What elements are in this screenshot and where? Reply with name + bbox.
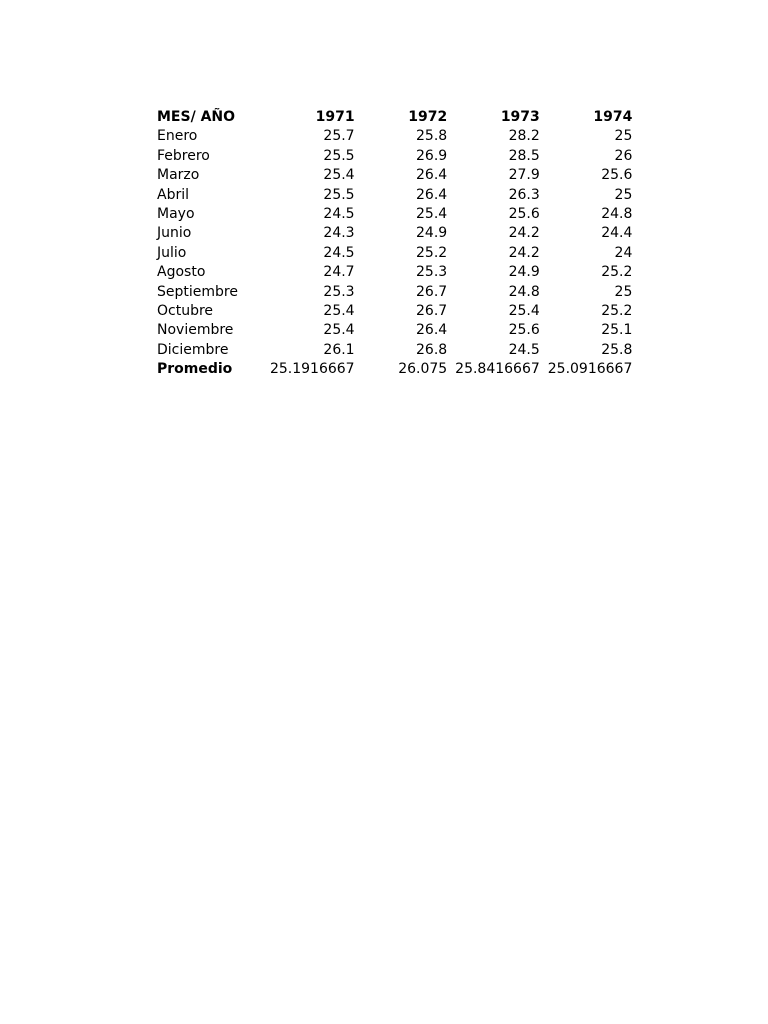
value-cell: 24.2	[508, 244, 540, 261]
value-cell: 24.8	[601, 206, 633, 223]
value-cell: 25.6	[508, 322, 540, 339]
value-cell: 25.6	[508, 206, 540, 223]
value-cell: 24.3	[323, 225, 355, 242]
month-cell: Septiembre	[157, 283, 238, 300]
value-cell: 26.8	[416, 341, 448, 358]
value-cell: 25	[614, 186, 633, 203]
value-cell: 28.5	[508, 147, 540, 164]
value-cell: 25	[614, 283, 633, 300]
value-cell: 26	[614, 147, 633, 164]
table-row	[155, 224, 634, 243]
month-cell: Diciembre	[157, 341, 229, 358]
value-cell: 24.9	[508, 264, 540, 281]
value-cell: 24.5	[323, 244, 355, 261]
value-cell: 24.8	[508, 283, 540, 300]
value-cell: 26.7	[416, 303, 448, 320]
table-row	[155, 205, 634, 224]
value-cell: 25.5	[323, 186, 355, 203]
table-row	[155, 341, 634, 360]
value-cell: 25.4	[508, 303, 540, 320]
value-cell: 25.6	[601, 167, 633, 184]
value-cell: 25.4	[323, 167, 355, 184]
table-row	[155, 147, 634, 166]
value-cell: 25.8	[601, 341, 633, 358]
value-cell: 25.8	[416, 128, 448, 145]
value-cell: 25	[614, 128, 633, 145]
value-cell: 25.3	[416, 264, 448, 281]
average-1972: 26.075	[398, 361, 448, 378]
table-row	[155, 283, 634, 302]
value-cell: 28.2	[508, 128, 540, 145]
header-year-1973: 1973	[500, 109, 540, 125]
table-row	[155, 127, 634, 146]
month-cell: Julio	[157, 244, 187, 261]
value-cell: 27.9	[508, 167, 540, 184]
header-month-year: MES/ AÑO	[157, 109, 236, 125]
value-cell: 25.5	[323, 147, 355, 164]
value-cell: 26.1	[323, 341, 355, 358]
value-cell: 24.7	[323, 264, 355, 281]
value-cell: 25.4	[323, 322, 355, 339]
table-row	[155, 321, 634, 340]
month-cell: Agosto	[157, 264, 206, 281]
month-cell: Octubre	[157, 303, 214, 320]
value-cell: 25.2	[416, 244, 448, 261]
header-year-1971: 1971	[315, 109, 355, 125]
average-1973: 25.8416667	[455, 361, 540, 378]
table-row	[155, 302, 634, 321]
value-cell: 25.3	[323, 283, 355, 300]
table-row	[155, 263, 634, 282]
average-label: Promedio	[157, 361, 233, 378]
month-cell: Marzo	[157, 167, 200, 184]
value-cell: 26.4	[416, 186, 448, 203]
value-cell: 26.4	[416, 167, 448, 184]
value-cell: 25.2	[601, 303, 633, 320]
table-row	[155, 244, 634, 263]
temperature-table	[155, 108, 634, 380]
header-year-1974: 1974	[593, 109, 633, 125]
value-cell: 25.4	[416, 206, 448, 223]
month-cell: Abril	[157, 186, 189, 203]
value-cell: 24	[614, 244, 633, 261]
value-cell: 26.7	[416, 283, 448, 300]
month-cell: Noviembre	[157, 322, 234, 339]
table-header-row	[155, 108, 634, 127]
header-year-1972: 1972	[408, 109, 448, 125]
value-cell: 25.7	[323, 128, 355, 145]
value-cell: 24.5	[508, 341, 540, 358]
month-cell: Febrero	[157, 147, 210, 164]
value-cell: 25.1	[601, 322, 633, 339]
average-1974: 25.0916667	[547, 361, 633, 378]
value-cell: 24.5	[323, 206, 355, 223]
value-cell: 26.3	[508, 186, 540, 203]
table-row	[155, 166, 634, 185]
value-cell: 24.9	[416, 225, 448, 242]
value-cell: 24.2	[508, 225, 540, 242]
value-cell: 24.4	[601, 225, 633, 242]
value-cell: 25.2	[601, 264, 633, 281]
table-row	[155, 186, 634, 205]
month-cell: Enero	[157, 128, 198, 145]
month-cell: Mayo	[157, 206, 195, 223]
value-cell: 26.9	[416, 147, 448, 164]
value-cell: 26.4	[416, 322, 448, 339]
average-row	[155, 360, 634, 379]
average-1971: 25.1916667	[269, 361, 355, 378]
value-cell: 25.4	[323, 303, 355, 320]
month-cell: Junio	[157, 225, 192, 242]
